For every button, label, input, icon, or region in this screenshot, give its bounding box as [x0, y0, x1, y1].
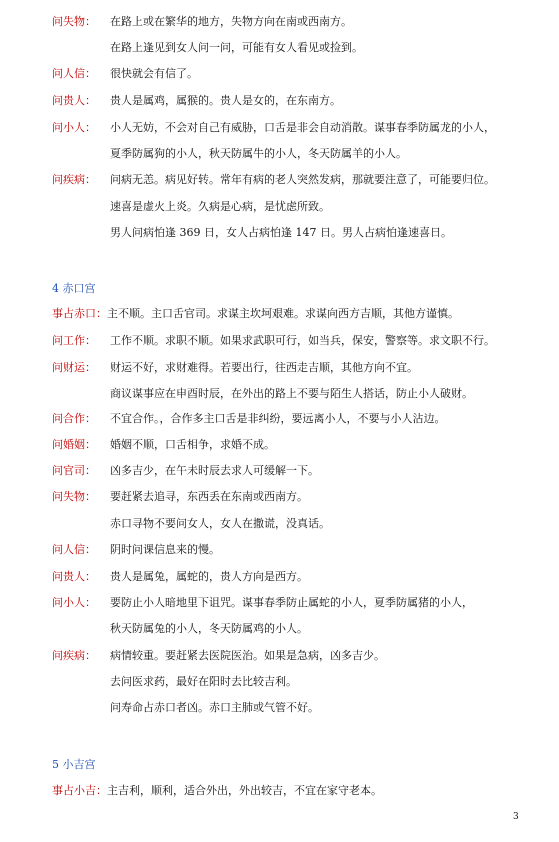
- question-label: 问官司：: [52, 464, 96, 477]
- answer-text: 在路上逢见到女人问一问，可能有女人看见或捡到。: [110, 41, 363, 54]
- text-line: [0, 330, 559, 352]
- text-line: [0, 169, 559, 191]
- text-line: [0, 434, 559, 456]
- question-label: 问贵人：: [52, 94, 96, 107]
- question-label: 问贵人：: [52, 570, 96, 583]
- text-line: [0, 222, 559, 244]
- question-label: 问小人：: [52, 121, 96, 134]
- answer-text: 工作不顺。求职不顺。如果求武职可行，如当兵，保安，警察等。求文职不行。: [110, 334, 495, 347]
- text-line: [0, 592, 559, 614]
- page-number: 3: [513, 812, 519, 822]
- answer-text: 凶多吉少，在午未时辰去求人可缓解一下。: [110, 464, 319, 477]
- section-heading: 4 赤口宫: [52, 282, 96, 295]
- question-label: 问工作：: [52, 334, 96, 347]
- text-line: [0, 37, 559, 59]
- question-label: 问失物：: [52, 15, 96, 28]
- answer-text: 问寿命占赤口者凶。赤口主肺或气管不好。: [110, 701, 319, 714]
- text-line: [0, 566, 559, 588]
- question-label: 问失物：: [52, 490, 96, 503]
- question-label: 问人信：: [52, 543, 96, 556]
- answer-text: 要防止小人暗地里下诅咒。谋事春季防止属蛇的小人，夏季防属猪的小人，: [110, 596, 473, 609]
- question-label: 问合作：: [52, 412, 96, 425]
- question-label: 问疾病：: [52, 649, 96, 662]
- text-line: [0, 539, 559, 561]
- text-line: [0, 143, 559, 165]
- text-line: [0, 671, 559, 693]
- text-line: [0, 117, 559, 139]
- answer-text: 问病无恙。病见好转。常年有病的老人突然发病，那就要注意了，可能要归位。: [110, 173, 495, 186]
- question-label: 问疾病：: [52, 173, 96, 186]
- text-line: [0, 303, 559, 325]
- answer-text: 小人无妨，不会对自己有威胁，口舌是非会自动消散。谋事春季防属龙的小人，: [110, 121, 495, 134]
- answer-text: 速喜是虚火上炎。久病是心病，是忧虑所致。: [110, 200, 330, 213]
- answer-text: 病情较重。要赶紧去医院医治。如果是急病，凶多吉少。: [110, 649, 385, 662]
- text-line: [0, 697, 559, 719]
- answer-text: 主不顺。主口舌官司。求谋主坎坷艰难。求谋向西方吉顺，其他方谨慎。: [107, 307, 459, 320]
- text-line: [0, 196, 559, 218]
- question-label: 问婚姻：: [52, 438, 96, 451]
- text-line: [0, 90, 559, 112]
- text-line: [0, 460, 559, 482]
- text-line: [0, 645, 559, 667]
- answer-text: 男人问病怕逢 369 日，女人占病怕逢 147 日。男人占病怕逢速喜日。: [110, 226, 452, 239]
- answer-text: 要赶紧去追寻，东西丢在东南或西南方。: [110, 490, 308, 503]
- section-heading: 5 小吉宫: [52, 758, 96, 771]
- question-label: 问财运：: [52, 361, 96, 374]
- text-line: [0, 357, 559, 379]
- question-label: 事占赤口：: [52, 307, 107, 320]
- answer-text: 商议谋事应在申酉时辰，在外出的路上不要与陌生人搭话，防止小人破财。: [110, 387, 473, 400]
- question-label: 问人信：: [52, 67, 96, 80]
- text-line: [0, 513, 559, 535]
- answer-text: 秋天防属兔的小人，冬天防属鸡的小人。: [110, 622, 308, 635]
- answer-text: 不宜合作。，合作多主口舌是非纠纷，要远离小人，不要与小人沾边。: [110, 412, 446, 425]
- text-line: [0, 618, 559, 640]
- answer-text: 很快就会有信了。: [110, 67, 198, 80]
- answer-text: 去问医求药，最好在阳时去比较吉利。: [110, 675, 297, 688]
- answer-text: 夏季防属狗的小人，秋天防属牛的小人，冬天防属羊的小人。: [110, 147, 407, 160]
- answer-text: 在路上或在繁华的地方，失物方向在南或西南方。: [110, 15, 352, 28]
- answer-text: 财运不好，求财难得。若要出行，往西走吉顺，其他方向不宜。: [110, 361, 418, 374]
- question-label: 事占小吉：: [52, 784, 107, 797]
- answer-text: 主吉利，顺利，适合外出，外出较吉，不宜在家守老本。: [107, 784, 382, 797]
- answer-text: 赤口寻物不要问女人，女人在撒谎，没真话。: [110, 517, 330, 530]
- text-line: [0, 383, 559, 405]
- text-line: [0, 63, 559, 85]
- text-line: [0, 11, 559, 33]
- text-line: [0, 408, 559, 430]
- answer-text: 婚姻不顺，口舌相争，求婚不成。: [110, 438, 275, 451]
- answer-text: 贵人是属兔，属蛇的，贵人方向是西方。: [110, 570, 308, 583]
- question-label: 问小人：: [52, 596, 96, 609]
- text-line: [0, 780, 559, 802]
- text-line: [0, 486, 559, 508]
- answer-text: 阴时问课信息来的慢。: [110, 543, 220, 556]
- answer-text: 贵人是属鸡，属猴的。贵人是女的，在东南方。: [110, 94, 341, 107]
